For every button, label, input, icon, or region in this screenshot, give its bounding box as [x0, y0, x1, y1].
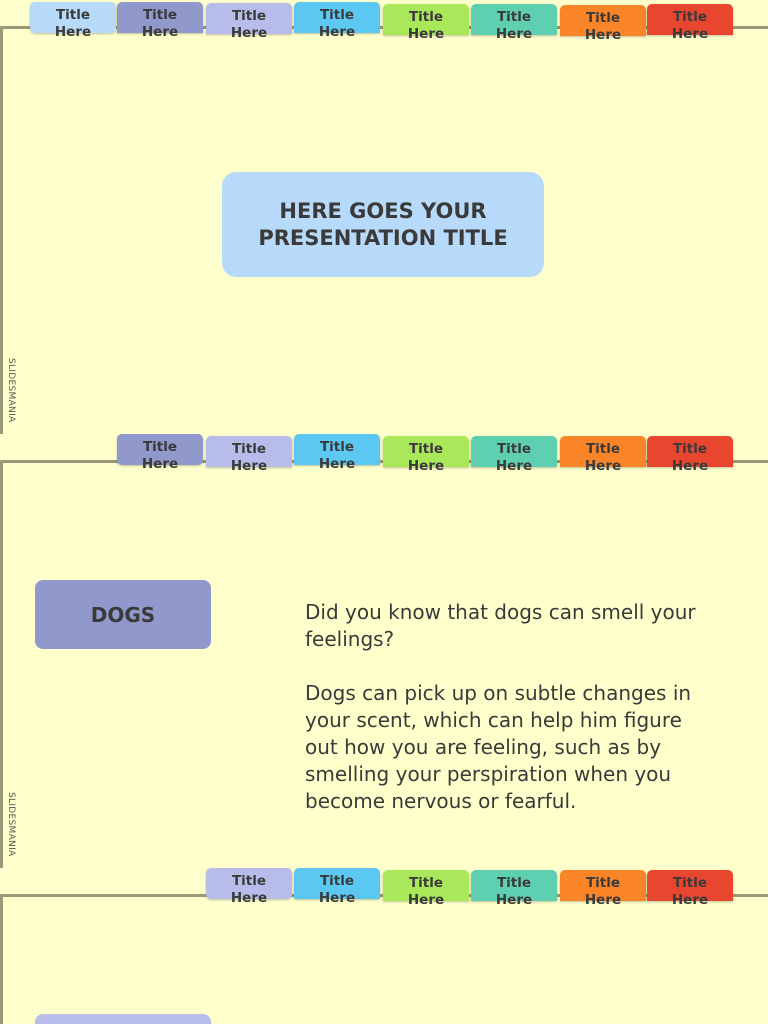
tab-2[interactable]: Title Here [117, 434, 203, 465]
slide-1 [0, 0, 768, 434]
tab-7[interactable]: Title Here [560, 5, 646, 36]
slide-2 [0, 434, 768, 868]
brand-watermark: SLIDESMANIA [6, 358, 16, 423]
tab-7[interactable]: Title Here [560, 436, 646, 467]
tab-4[interactable]: Title Here [294, 868, 380, 899]
tab-6[interactable]: Title Here [471, 436, 557, 467]
tab-8[interactable]: Title Here [647, 4, 733, 35]
paragraph-1: Did you know that dogs can smell your feelings? [305, 600, 696, 651]
body-text [305, 599, 705, 842]
tab-7[interactable]: Title Here [560, 870, 646, 901]
section-heading-partial [35, 1014, 211, 1024]
tab-5[interactable]: Title Here [383, 4, 469, 35]
tab-8[interactable]: Title Here [647, 870, 733, 901]
tab-3[interactable]: Title Here [206, 3, 292, 34]
tab-bar [0, 868, 768, 908]
slide-frame [0, 894, 768, 1024]
tab-3[interactable]: Title Here [206, 868, 292, 899]
tab-6[interactable]: Title Here [471, 870, 557, 901]
tab-bar [0, 434, 768, 474]
section-heading: DOGS [35, 580, 211, 649]
tab-5[interactable]: Title Here [383, 870, 469, 901]
tab-6[interactable]: Title Here [471, 4, 557, 35]
tab-2[interactable]: Title Here [117, 2, 203, 33]
paragraph-2: Dogs can pick up on subtle changes in your scent, which can help him figure out how you are feeling, such as by smelling your perspiration when you become nervous or fearful. [305, 681, 692, 813]
tab-bar [0, 0, 768, 43]
tab-4[interactable]: Title Here [294, 2, 380, 33]
tab-5[interactable]: Title Here [383, 436, 469, 467]
presentation-title: HERE GOES YOUR PRESENTATION TITLE [222, 172, 544, 277]
slide-3 [0, 868, 768, 1024]
tab-8[interactable]: Title Here [647, 436, 733, 467]
brand-watermark: SLIDESMANIA [6, 792, 16, 857]
tab-1[interactable]: Title Here [30, 2, 116, 33]
tab-4[interactable]: Title Here [294, 434, 380, 465]
tab-3[interactable]: Title Here [206, 436, 292, 467]
